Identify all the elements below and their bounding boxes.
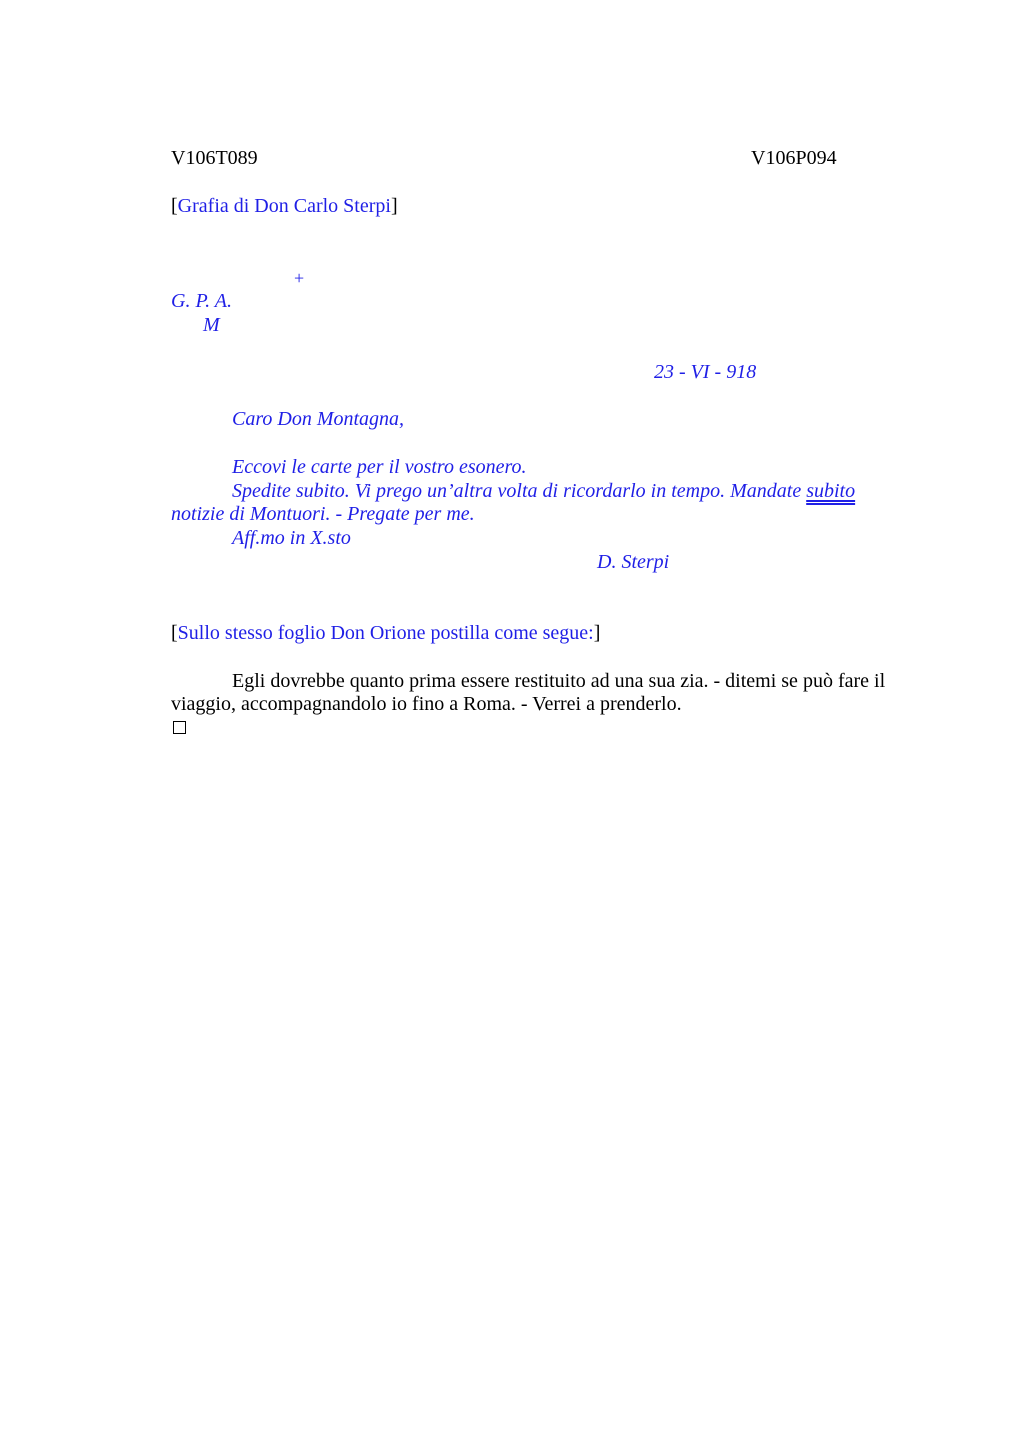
letterhead-initials: G. P. A. — [171, 290, 232, 312]
bracket-close: ] — [593, 622, 601, 644]
editor-note-text: Grafia di Don Carlo Sterpi — [177, 195, 391, 217]
letter-body-line-2 — [232, 479, 855, 503]
letter-date: 23 - VI - 918 — [654, 361, 757, 383]
bracket-open: [ — [171, 195, 178, 217]
letterhead-monogram: M — [203, 314, 220, 336]
bracket-close: ] — [390, 195, 398, 217]
letter-closing: Aff.mo in X.sto — [232, 527, 351, 549]
editor-note-text: Sullo stesso foglio Don Orione postilla come segue: — [177, 622, 594, 644]
editor-note-handwriting — [171, 194, 398, 218]
letter-body-line-1: Eccovi le carte per il vostro esonero. — [232, 456, 527, 478]
end-marker-square — [173, 721, 186, 734]
letter-signature: D. Sterpi — [597, 551, 670, 573]
document-code-left: V106T089 — [171, 147, 258, 169]
letter-body-line-3: notizie di Montuori. - Pregate per me. — [171, 503, 475, 525]
underlined-word: subito — [806, 480, 856, 502]
letter-body-line-2-text: Spedite subito. Vi prego un’altra volta di ricordarlo in tempo. Mandate — [232, 480, 807, 502]
postscript-line-2: viaggio, accompagnandolo io fino a Roma. - Verrei a prenderlo. — [171, 693, 682, 715]
document-code-right: V106P094 — [751, 147, 837, 169]
bracket-open: [ — [171, 622, 178, 644]
editor-note-postscript — [171, 621, 600, 645]
postscript-line-1: Egli dovrebbe quanto prima essere restituito ad una sua zia. - ditemi se può fare il — [232, 670, 886, 692]
letter-salutation: Caro Don Montagna, — [232, 408, 405, 430]
cross-symbol: + — [294, 268, 305, 288]
